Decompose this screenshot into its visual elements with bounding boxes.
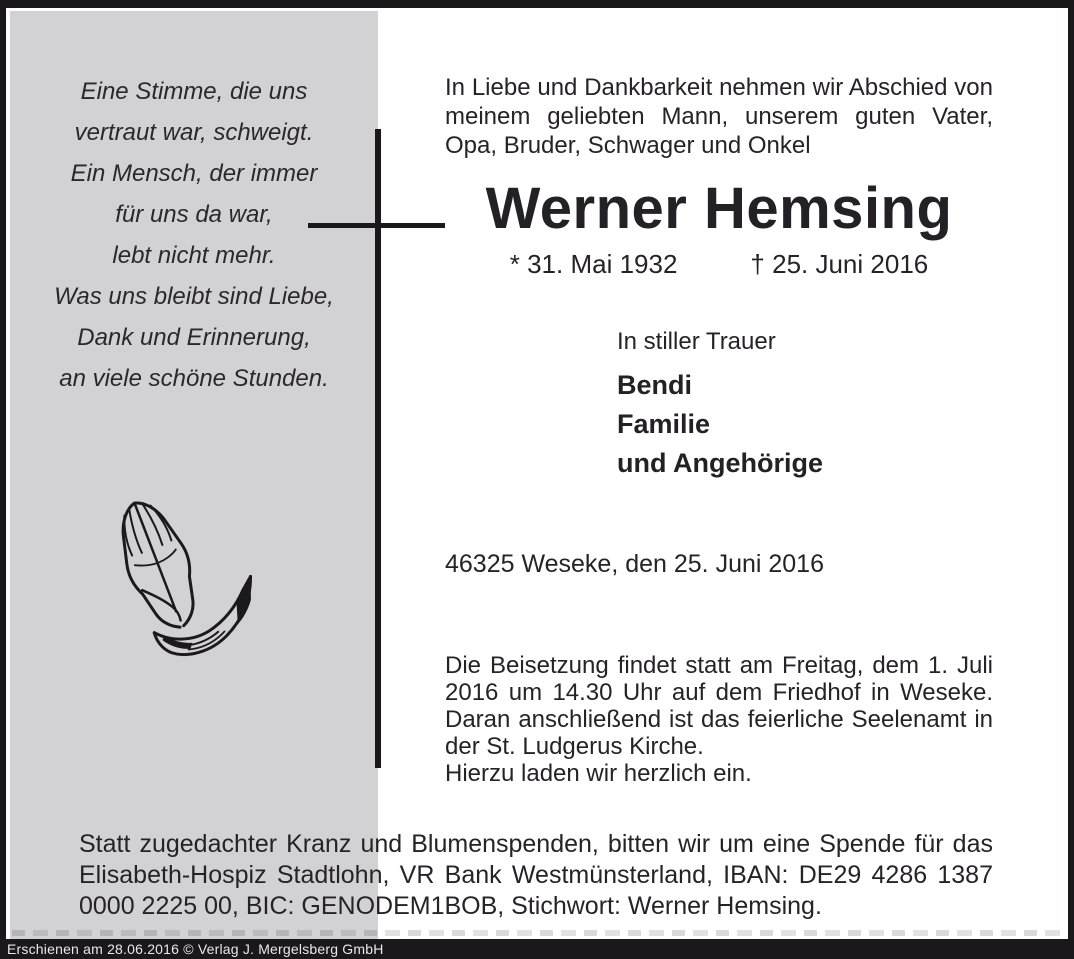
frame-border-top [0, 0, 1074, 8]
praying-hands-icon [104, 482, 294, 700]
poem-line: für uns da war, [115, 201, 273, 228]
poem-line: lebt nicht mehr. [112, 242, 276, 269]
poem-line: Dank und Erinnerung, [77, 324, 311, 351]
intro-paragraph: In Liebe und Dankbarkeit nehmen wir Abschied von meinem geliebten Mann, unserem guten Vater, Opa, Bruder, Schwager und Onkel [445, 74, 993, 159]
publisher-footer [0, 939, 1074, 959]
poem-line: Ein Mensch, der immer [70, 160, 318, 187]
mourners-list [617, 366, 823, 483]
poem-line: Eine Stimme, die uns [80, 78, 308, 105]
poem-line: vertraut war, schweigt. [74, 119, 314, 146]
mourner: und Angehörige [617, 448, 823, 478]
deceased-name: Werner Hemsing [485, 176, 953, 241]
birth-date: * 31. Mai 1932 [509, 249, 678, 279]
life-dates [445, 249, 993, 279]
publisher-footer-text: Erschienen am 28.06.2016 © Verlag J. Mergelsberg GmbH [7, 941, 384, 957]
poem-line: Was uns bleibt sind Liebe, [54, 283, 334, 310]
memorial-poem [10, 71, 378, 399]
cropped-text-artifact [12, 930, 1062, 936]
death-date: † 25. Juni 2016 [750, 249, 929, 279]
mourning-header: In stiller Trauer [617, 328, 776, 355]
mourner: Familie [617, 409, 711, 439]
frame-border-right [1068, 0, 1074, 959]
donation-note: Statt zugedachter Kranz und Blumenspenden, bitten wir um eine Spende für das Elisabeth-Hospiz Stadtlohn, VR Bank Westmünsterland, IBAN: DE29 4286 1387 0000 2225 00, BIC: GENODEM1BOB, Stichwort: Werner Hemsing. [79, 830, 993, 920]
place-and-date: 46325 Weseke, den 25. Juni 2016 [445, 550, 824, 578]
frame-border-left [0, 0, 6, 959]
invitation-line: Hierzu laden wir herzlich ein. [445, 760, 752, 787]
funeral-block [445, 652, 993, 787]
funeral-info: Die Beisetzung findet statt am Freitag, dem 1. Juli 2016 um 14.30 Uhr auf dem Friedhof in Weseke. Daran anschließend ist das feierliche Seelenamt in der St. Ludgerus Kirche. [445, 652, 993, 760]
mourner: Bendi [617, 370, 693, 400]
poem-line: an viele schöne Stunden. [59, 365, 329, 392]
